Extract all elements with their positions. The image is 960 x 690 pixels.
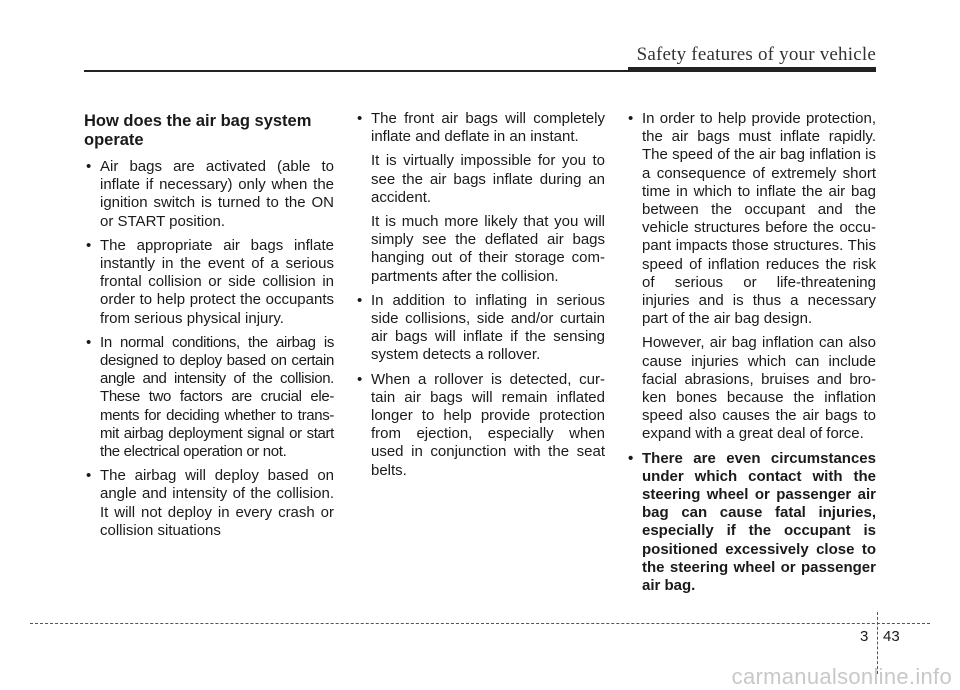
- bullet-icon: •: [86, 333, 91, 351]
- bullet-icon: •: [86, 236, 92, 254]
- footer-rule: [30, 623, 930, 624]
- bullet-text: There are even circumstances under which contact with the steering wheel or passenger air bag can cause fatal injuries, especially if the occupant is positioned excessively close to the steering wheel or passenger air bag.: [642, 449, 876, 595]
- warning-bullet: [626, 450, 876, 596]
- paragraph: It is much more likely that you will simply see the deflated air bags hanging out of their storage com- partments after the collision.: [371, 213, 605, 285]
- bullet-item: [355, 292, 605, 365]
- column-3: [626, 110, 876, 601]
- bullet-item: [84, 237, 334, 328]
- section-heading: How does the air bag system operate: [84, 112, 312, 149]
- paragraph: However, air bag inflation can also cause injuries which can include facial abrasions, bruises and bro- ken bones because the inflation speed also causes the air bags to expand with a great deal of force.: [642, 334, 876, 443]
- column-2: [355, 110, 605, 486]
- page-number: 43: [883, 628, 900, 645]
- section-title: Safety features of your vehicle: [636, 44, 876, 65]
- bullet-icon: •: [628, 449, 634, 467]
- watermark: carmanualsonline.info: [731, 664, 952, 689]
- bullet-text: In normal conditions, the airbag is designed to deploy based on certain angle and intensity of the collision. These two factors are crucial ele- ments for deciding whether to trans- mit airbag deployment signal or start the electrical operation or not.: [100, 333, 334, 461]
- chapter-number: 3: [860, 628, 869, 645]
- paragraph: It is virtually impossible for you to see the air bags inflate during an accident.: [371, 152, 605, 206]
- bullet-item: [84, 334, 334, 461]
- bullet-text: The airbag will deploy based on angle and intensity of the collision. It will not deploy in every crash or collision situations: [100, 467, 334, 539]
- bullet-icon: •: [357, 291, 363, 309]
- column-1: [84, 112, 334, 546]
- bullet-item: [84, 158, 334, 231]
- bullet-text: The appropriate air bags inflate instantly in the event of a serious frontal collision or side collision in order to help protect the occupants from serious physical injury.: [100, 236, 334, 327]
- bullet-item: [355, 110, 605, 146]
- bullet-text: Air bags are activated (able to inflate if necessary) only when the ignition switch is turned to the ON or START position.: [100, 158, 334, 230]
- bullet-icon: •: [357, 370, 363, 388]
- bullet-icon: •: [357, 110, 363, 127]
- bullet-text: In addition to inflating in serious side collisions, side and/or curtain air bags will inflate if the sensing system detects a rollover.: [371, 291, 605, 364]
- bullet-item: [355, 371, 605, 480]
- bullet-text: In order to help provide protection, the air bags must inflate rapidly. The speed of the air bag inflation is a consequence of extremely short time in which to inflate the air bag between the occupant and the vehicle structures before the occu- pant impacts those structures. This speed of inflation reduces the risk of serious or life-threatening injuries and is thus a necessary part of the air bag design.: [642, 110, 876, 328]
- bullet-item: [84, 467, 334, 540]
- bullet-item: [626, 110, 876, 328]
- bullet-icon: •: [86, 158, 92, 175]
- bullet-text: The front air bags will completely inflate and deflate in an instant.: [371, 110, 605, 146]
- header-rule-accent: [628, 67, 876, 72]
- bullet-icon: •: [86, 467, 92, 485]
- bullet-text: When a rollover is detected, cur- tain air bags will remain inflated longer to help provide protection from ejection, especially when used in conjunction with the seat belts.: [371, 370, 605, 479]
- bullet-icon: •: [628, 110, 634, 127]
